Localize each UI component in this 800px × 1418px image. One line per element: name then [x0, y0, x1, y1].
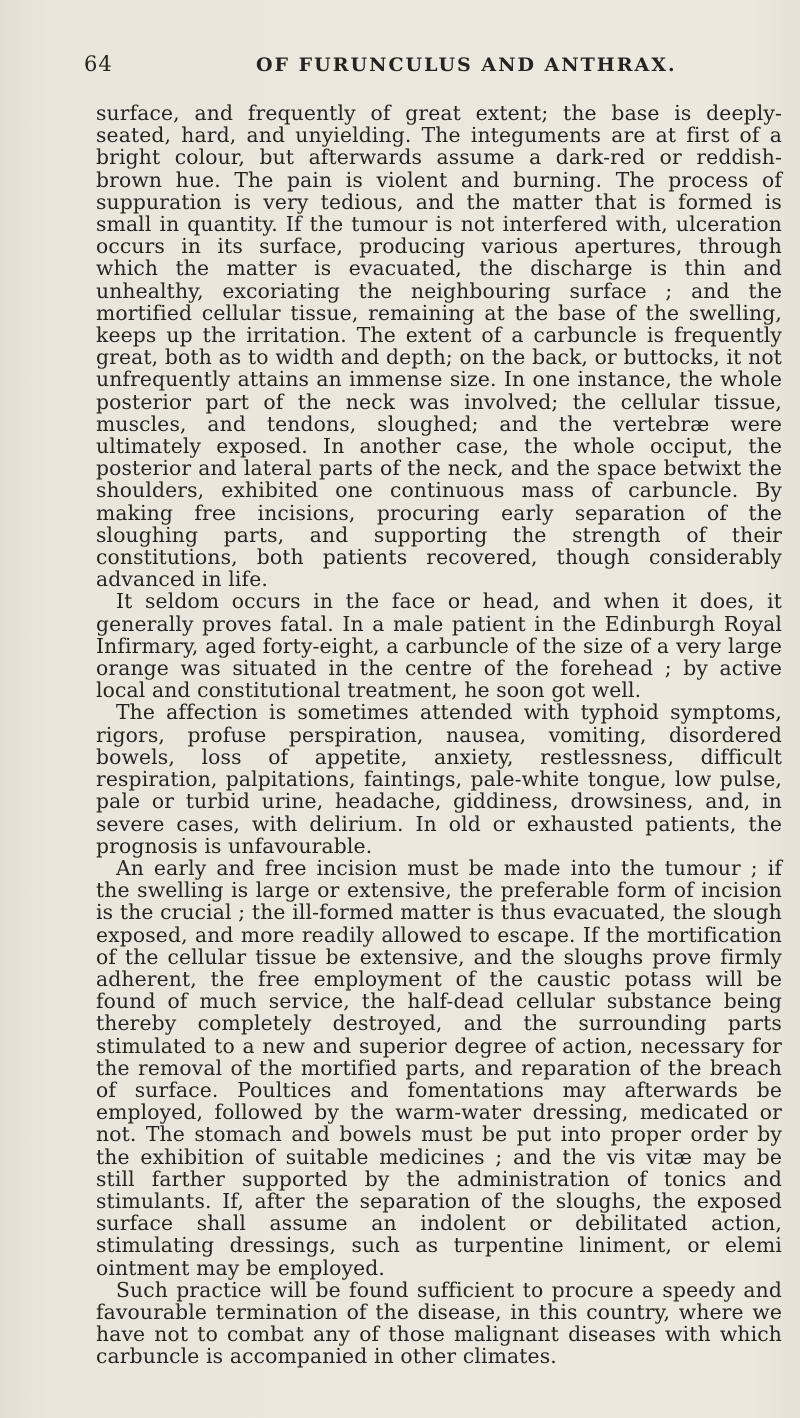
paragraph-3: The affection is sometimes attended with typhoid symptoms, rigors, profuse perspiration, nausea, vomiting, disordered bowels, loss of appetite, anxiety, restlessness, difficult respiration, palpitations, faintings, pale-white tongue, low pulse, pale or turbid urine, headache, giddiness, drowsiness, and, in severe cases, with delirium. In old or exhausted patients, the prognosis is unfavourable. [96, 700, 782, 858]
page-number: 64 [84, 52, 113, 76]
paragraph-2: It seldom occurs in the face or head, and when it does, it generally proves fatal. In a male patient in the Edinburgh Royal Infirmary, aged forty-eight, a carbuncle of the size of a very large orange was situated in the centre of the forehead ; by active local and constitutional treatment, he soon got well. [96, 589, 782, 703]
page-header [84, 52, 744, 82]
paragraph-4: An early and free incision must be made into the tumour ; if the swelling is large or extensive, the preferable form of incision is the crucial ; the ill-formed matter is thus evacuated, the slough exposed, and more readily allowed to escape. If the mortification of the cellular tissue be extensive, and the sloughs prove firmly adherent, the free employment of the caustic potass will be found of much service, the half-dead cellular substance being thereby completely destroyed, and the surrounding parts stimulated to a new and superior degree of action, necessary for the removal of the mortified parts, and reparation of the breach of surface. Poultices and fomentations may afterwards be employed, followed by the warm-water dressing, medicated or not. The stomach and bowels must be put into proper order by the exhibition of suitable medicines ; and the vis vitæ may be still farther supported by the administration of tonics and stimulants. If, after the separation of the sloughs, the exposed surface shall assume an indolent or debilitated action, stimulating dressings, such as turpentine liniment, or elemi ointment may be employed. [96, 855, 782, 1280]
paragraph-5: Such practice will be found sufficient to procure a speedy and favourable termination of the disease, in this country, where we have not to combat any of those malignant diseases with which carbuncle is accompanied in other climates. [96, 1277, 782, 1369]
paragraph-1: surface, and frequently of great extent; the base is deeply-seated, hard, and unyielding. The integuments are at first of a bright colour, but afterwards assume a dark-red or reddish-brown hue. The pain is violent and burning. The process of suppuration is very tedious, and the matter that is formed is small in quantity. If the tumour is not interfered with, ulceration occurs in its surface, producing various apertures, through which the matter is evacuated, the discharge is thin and unhealthy, excoriating the neighbouring surface ; and the mortified cellular tissue, remaining at the base of the swelling, keeps up the irritation. The extent of a carbuncle is frequently great, both as to width and depth; on the back, or buttocks, it not unfrequently attains an immense size. In one instance, the whole posterior part of the neck was involved; the cellular tissue, muscles, and tendons, sloughed; and the vertebræ were ultimately exposed. In another case, the whole occiput, the posterior and lateral parts of the neck, and the space betwixt the shoulders, exhibited one continuous mass of carbuncle. By making free incisions, procuring early separation of the sloughing parts, and supporting the strength of their constitutions, both patients recovered, though considerably advanced in life. [96, 101, 782, 592]
body-text [96, 102, 782, 1368]
running-title: OF FURUNCULUS AND ANTHRAX. [256, 54, 677, 76]
